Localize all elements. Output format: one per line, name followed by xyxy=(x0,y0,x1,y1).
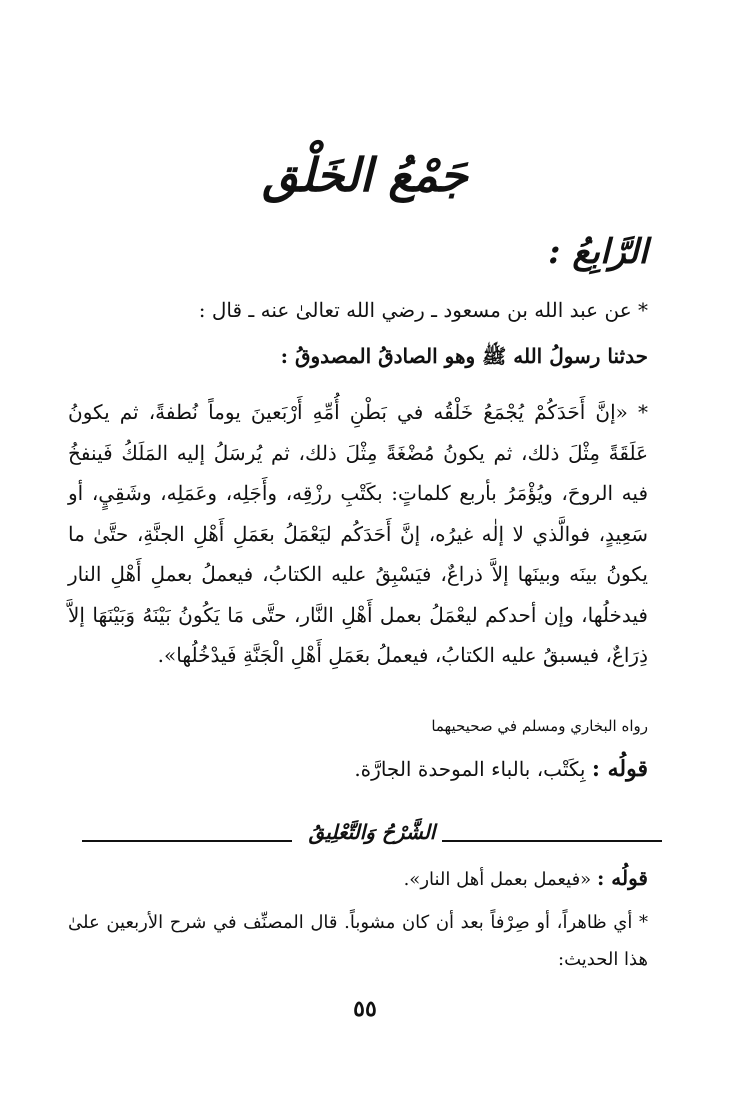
section-heading: الشَّرْحُ وَالتَّعْلِيقُ xyxy=(308,820,436,844)
commentary-quote-line xyxy=(404,866,648,890)
narration-source: رواه البخاري ومسلم في صحيحيهما xyxy=(431,717,648,735)
note-label: قولُه : xyxy=(591,756,648,782)
section-divider xyxy=(82,820,662,850)
hadith-number: الرَّابِعُ : xyxy=(548,232,648,272)
commentary-label: قولُه : xyxy=(596,866,648,890)
commentary-quote: «فيعمل بعمل أهل النار». xyxy=(403,869,592,890)
page-number: ٥٥ xyxy=(353,996,377,1022)
vocab-note xyxy=(354,756,648,782)
note-text: بِكَتْب، بالباء الموحدة الجارَّة. xyxy=(354,757,586,781)
divider-rule-left xyxy=(82,840,292,842)
chapter-title: جَمْعُ الخَلْق xyxy=(262,148,468,202)
commentary-paragraph: * أي ظاهراً، أو صِرْفاً بعد أن كان مشوباً. قال المصنِّف في شرح الأربعين علىٰ هذا الحديث: xyxy=(68,912,648,970)
chain-line: * عن عبد الله بن مسعود ـ رضي الله تعالىٰ عنه ـ قال : xyxy=(198,298,648,322)
narrator-line: حدثنا رسولُ الله ﷺ وهو الصادقُ المصدوقُ : xyxy=(280,344,648,368)
hadith-text: * «إنَّ أَحَدَكُمْ يُجْمَعُ خَلْقُه في بَطْنِ أُمِّهِ أَرْبَعينَ يوماً نُطفةً، ثم يكونُ عَلَقَةً مِثْلَ ذلك، ثم يكونُ مُضْغَةً مِثْلَ ذلك، ثم يُرسَلُ إليه المَلَكُ فَينفخُ فيه الروحَ، ويُؤْمَرُ بأربع كلماتٍ: بكَتْبِ رزْقِه، وأَجَلِه، وعَمَلِه، وشَقِيٍ، أو سَعِيدٍ، فوالَّذي لا إلٰه غيرُه، إنَّ أَحَدَكُم ليَعْمَلُ بعَمَلِ أَهْلِ الجنَّةِ، حتَّىٰ ما يكونُ بينَه وبينَها إلاَّ ذراعٌ، فيَسْبِقُ عليه الكتابُ، فيعملُ بعملِ أَهْلِ النار فيدخلُها، وإن أحدكم ليعْمَلُ بعمل أَهْلِ النَّار، حتَّى مَا يَكُونُ بَيْنَهُ وَبَيْنَهَا إلاَّ ذِرَاعٌ، فيسبقُ عليه الكتابُ، فيعملُ بعَمَلِ أَهْلِ الْجَنَّةِ فَيدْخُلُها». xyxy=(68,400,648,667)
